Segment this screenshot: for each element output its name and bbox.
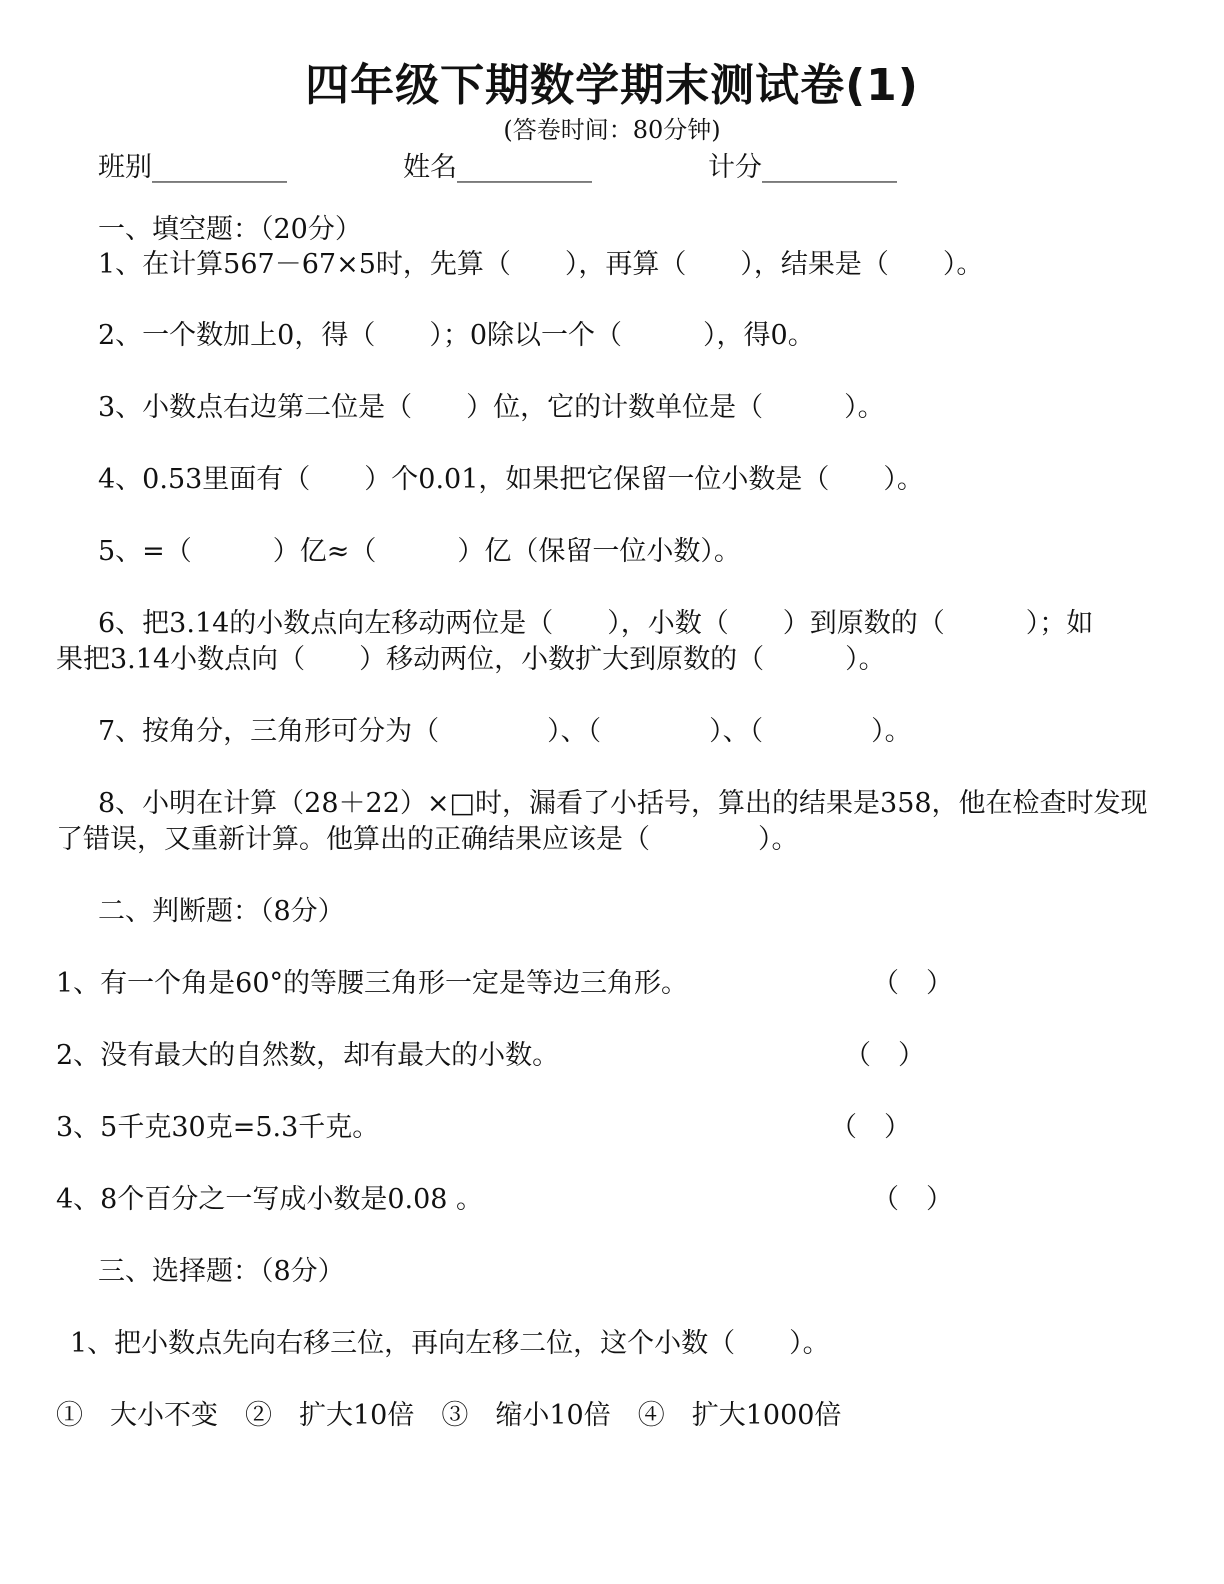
page-title: 四年级下期数学期末测试卷(1): [305, 60, 919, 111]
question-fill-5: 5、=（ ）亿≈（ ）亿（保留一位小数）。: [98, 536, 741, 567]
question-choice-1: 1、把小数点先向右移三位，再向左移二位，这个小数（ ）。: [70, 1328, 830, 1359]
question-fill-8-line1: 8、小明在计算（28＋22）×□时，漏看了小括号，算出的结果是358，他在检查时发现: [98, 788, 1148, 819]
answer-paren-judge-3[interactable]: （ ）: [830, 1112, 911, 1143]
answer-paren-judge-2[interactable]: （ ）: [844, 1040, 925, 1071]
class-field[interactable]: 班别__________: [98, 152, 287, 183]
question-fill-4: 4、0.53里面有（ ）个0.01，如果把它保留一位小数是（ ）。: [98, 464, 924, 495]
question-judge-4: 4、8个百分之一写成小数是0.08 。: [56, 1184, 484, 1215]
question-fill-6-line1: 6、把3.14的小数点向左移动两位是（ ），小数（ ）到原数的（ ）；如: [98, 608, 1094, 639]
exam-duration: (答卷时间：80分钟): [503, 116, 721, 144]
answer-paren-judge-1[interactable]: （ ）: [872, 968, 953, 999]
question-fill-6-line2: 果把3.14小数点向（ ）移动两位，小数扩大到原数的（ ）。: [56, 644, 886, 675]
section-heading-fill-blank: 一、填空题：（20分）: [98, 214, 362, 245]
question-fill-3: 3、小数点右边第二位是（ ）位，它的计数单位是（ ）。: [98, 392, 885, 423]
question-fill-2: 2、一个数加上0，得（ ）；0除以一个（ ），得0。: [98, 320, 815, 351]
question-judge-3: 3、5千克30克=5.3千克。: [56, 1112, 380, 1143]
question-fill-7: 7、按角分，三角形可分为（ ）、（ ）、（ ）。: [98, 716, 912, 747]
question-fill-1: 1、在计算567－67×5时，先算（ ），再算（ ），结果是（ ）。: [98, 249, 984, 280]
section-heading-multiple-choice: 三、选择题：（8分）: [98, 1256, 345, 1287]
question-judge-2: 2、没有最大的自然数，却有最大的小数。: [56, 1040, 560, 1071]
question-judge-1: 1、有一个角是60°的等腰三角形一定是等边三角形。: [56, 968, 689, 999]
question-fill-8-line2: 了错误，又重新计算。他算出的正确结果应该是（ ）。: [56, 824, 799, 855]
score-field[interactable]: 计分__________: [708, 152, 897, 183]
section-heading-true-false: 二、判断题：（8分）: [98, 896, 345, 927]
question-choice-1-options: ① 大小不变 ② 扩大10倍 ③ 缩小10倍 ④ 扩大1000倍: [56, 1400, 842, 1431]
name-field[interactable]: 姓名__________: [403, 152, 592, 183]
answer-paren-judge-4[interactable]: （ ）: [872, 1184, 953, 1215]
